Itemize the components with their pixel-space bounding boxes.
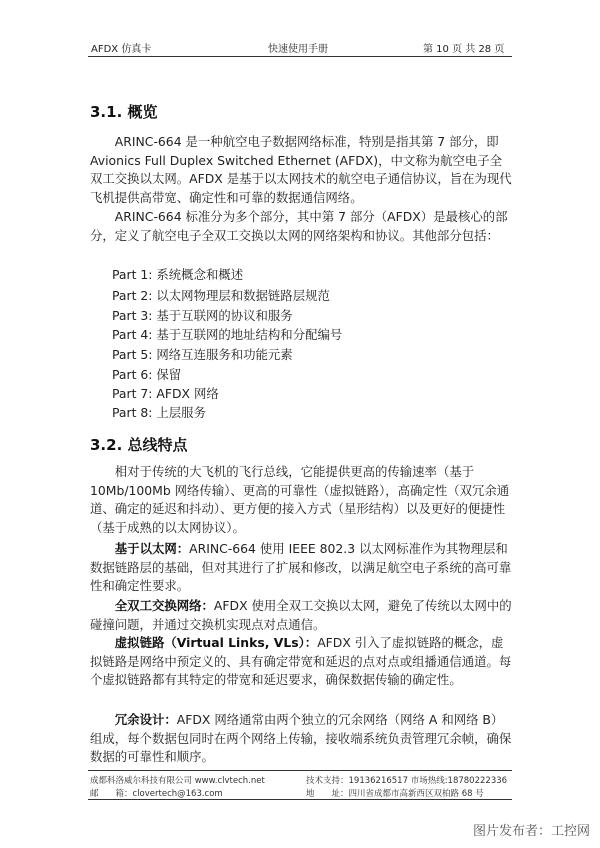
part-list-item: Part 5: 网络互连服务和功能元素 xyxy=(112,347,293,362)
feature-item-redundancy xyxy=(90,711,514,767)
feature-text: AFDX 使用全双工交换以太网，避免了传统以太网中的碰撞问题，并通过交换机实现点对点通信。 xyxy=(90,598,512,632)
feature-item-ethernet xyxy=(90,540,514,596)
footer-address-value: 四川省成都市高新西区双柏路 68 号 xyxy=(348,789,484,799)
feature-lead: 虚拟链路（Virtual Links, VLs）： xyxy=(114,635,318,650)
footer-email-value[interactable]: clovertech@163.com xyxy=(132,789,223,799)
footer-address xyxy=(306,787,484,799)
footer-company: 成都科洛威尔科技有限公司 www.clvtech.net xyxy=(90,776,265,786)
footer-support: 技术支持：19136216517 市场热线:18780222336 xyxy=(306,776,508,786)
feature-lead: 冗余设计： xyxy=(114,712,177,727)
footer-divider-bottom xyxy=(88,799,512,800)
header-doc-name: AFDX 仿真卡 xyxy=(91,44,152,55)
part-list-item: Part 6: 保留 xyxy=(112,367,182,382)
feature-lead: 基于以太网： xyxy=(114,541,190,556)
feature-text: AFDX 引入了虚拟链路的概念，虚拟链路是网络中预定义的、具有确定带宽和延迟的点对点或组播通信通道。每个虚拟链路都有其特定的带宽和延迟要求，确保数据传输的确定性。 xyxy=(90,635,512,688)
section-heading-bus-features: 3.2. 总线特点 xyxy=(90,436,188,454)
section-heading-overview: 3.1. 概览 xyxy=(90,103,158,121)
feature-lead: 全双工交换网络： xyxy=(114,598,214,613)
feature-text: ARINC-664 使用 IEEE 802.3 以太网标准作为其物理层和数据链路层的基础，但对其进行了扩展和修改，以满足航空电子系统的高可靠性和确定性要求。 xyxy=(90,541,512,594)
overview-paragraph-2: ARINC-664 标准分为多个部分，其中第 7 部分（AFDX）是最核心的部分，定义了航空电子全双工交换以太网的网络架构和协议。其他部分包括： xyxy=(90,209,508,243)
part-list-item: Part 4: 基于互联网的地址结构和分配编号 xyxy=(112,327,343,342)
footer-email-label: 邮 箱： xyxy=(90,789,133,799)
overview-paragraph-1: ARINC-664 是一种航空电子数据网络标准，特别是指其第 7 部分，即 Avionics Full Duplex Switched Ethernet (AFDX)，中文称为航空电子全双工交换以太网。AFDX 是基于以太网技术的航空电子通信协议，旨在为现代飞机提供高带宽、确定性和可靠的数据通信网络。 xyxy=(90,134,512,205)
publisher-watermark: 图片发布者：工控网 xyxy=(472,824,590,839)
footer-divider-top xyxy=(88,770,512,771)
part-list-item: Part 1: 系统概念和概述 xyxy=(112,267,244,282)
bus-features-intro: 相对于传统的大飞机的飞行总线，它能提供更高的传输速率（基于 10Mb/100Mb 网络传输）、更高的可靠性（虚拟链路），高确定性（双冗余通道、确定的延迟和抖动）、更方便的接入方式（星形结构）以及更好的便捷性（基于成熟的以太网协议）。 xyxy=(90,464,510,535)
header-page-number: 第 10 页 共 28 页 xyxy=(423,44,505,55)
header-manual-title: 快速使用手册 xyxy=(268,44,328,55)
part-list-item: Part 3: 基于互联网的协议和服务 xyxy=(112,308,293,323)
feature-item-virtual-links xyxy=(90,634,514,690)
part-list-item: Part 2: 以太网物理层和数据链路层规范 xyxy=(112,288,330,303)
footer-address-label: 地 址： xyxy=(306,789,349,799)
part-list-item: Part 8: 上层服务 xyxy=(112,405,206,420)
part-list-item: Part 7: AFDX 网络 xyxy=(112,386,219,401)
feature-text: AFDX 网络通常由两个独立的冗余网络（网络 A 和网络 B）组成，每个数据包同时在两个网络上传输，接收端系统负责管理冗余帧，确保数据的可靠性和顺序。 xyxy=(90,712,512,765)
feature-item-full-duplex xyxy=(90,597,514,634)
footer-email xyxy=(90,787,223,799)
header-divider xyxy=(88,56,512,57)
